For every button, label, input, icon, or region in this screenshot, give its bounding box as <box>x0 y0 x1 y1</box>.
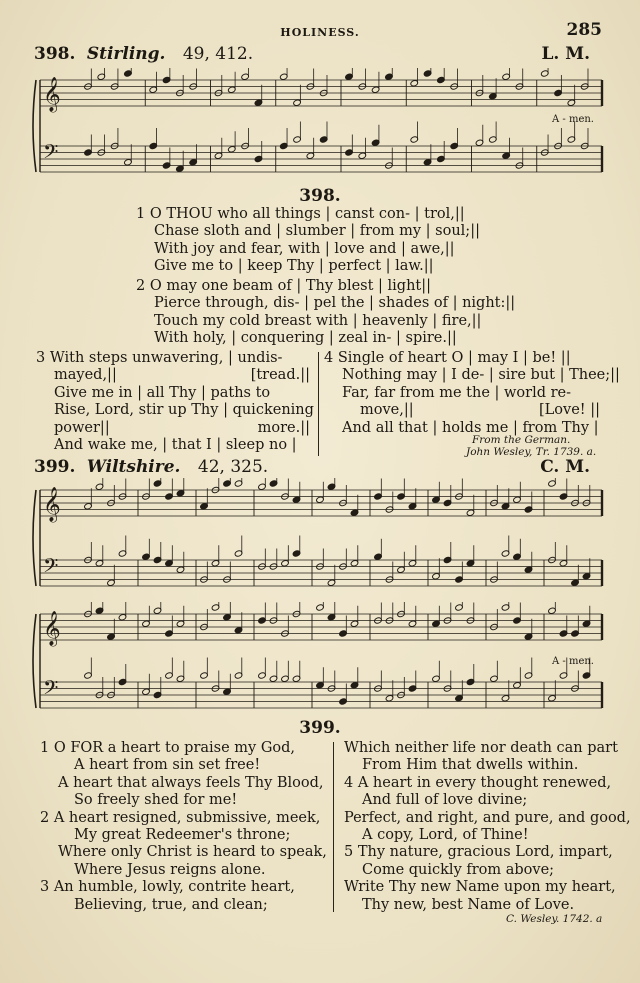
verse-line: more.|| <box>257 419 310 436</box>
verse-line: Thy new, best Name of Love. <box>362 896 575 913</box>
treble-clef: 𝄞 <box>43 487 61 522</box>
hymn-398-stanza-3 <box>36 350 314 454</box>
verse-line: Give me to | keep Thy | perfect | law.|| <box>154 258 434 275</box>
grand-staff-399-1 <box>0 478 640 600</box>
grand-staff-398 <box>0 68 640 190</box>
verse-line: Rise, Lord, stir up Thy | quickening <box>54 402 314 419</box>
verse-line: [tread.|| <box>250 367 310 384</box>
tune-398-header <box>34 44 590 68</box>
translation-credit <box>466 434 596 458</box>
verse-line: Where only Christ is heard to speak, <box>58 844 327 861</box>
tune-refs: 42, 325. <box>197 457 269 477</box>
verse-line: Give me in | all Thy | paths to <box>54 384 271 401</box>
treble-clef: 𝄞 <box>43 611 61 646</box>
amen-label: A - men. <box>552 114 594 125</box>
verse-line: power|| <box>54 419 110 436</box>
verse-line: And all that | holds me | from Thy | <box>342 419 599 436</box>
tune-number: 398. <box>34 44 76 64</box>
credit-line: John Wesley, Tr. 1739. a. <box>466 446 597 458</box>
verse-line: And wake me, | that I | sleep no | <box>54 437 297 454</box>
verse-line: 4 Single of heart O | may I | be! || <box>324 350 571 366</box>
verse-line: Touch my cold breast with | heavenly | fire,|| <box>154 312 482 329</box>
verse-line: A heart that always feels Thy Blood, <box>58 774 324 791</box>
hymn-398-stanza-1 <box>136 206 480 276</box>
credit-line: From the German. <box>472 434 571 446</box>
author-credit: C. Wesley. 1742. a <box>506 913 603 925</box>
tune-number: 399. <box>34 457 76 477</box>
hymn-399-left-column <box>40 740 330 914</box>
amen-label: A - men. <box>552 656 594 667</box>
verse-line: 2 O may one beam of | Thy blest | light|| <box>136 278 432 294</box>
verse-line: Which neither life nor death can part <box>344 740 618 756</box>
verse-line: So freely shed for me! <box>74 792 238 809</box>
music-score-398 <box>0 68 640 190</box>
verse-line: A heart from sin set free! <box>74 757 261 774</box>
bass-clef: 𝄢 <box>43 554 59 582</box>
verse-line: 2 A heart resigned, submissive, meek, <box>40 809 321 826</box>
bass-clef: 𝄢 <box>43 140 59 168</box>
system-brace <box>33 490 36 586</box>
tune-meter: C. M. <box>540 457 590 477</box>
verse-line: 1 O THOU who all things | canst con- | trol,|| <box>136 206 465 222</box>
running-head: HOLINESS. <box>280 26 360 39</box>
music-score-399-system-2 <box>0 602 640 724</box>
tune-name: Wiltshire. <box>86 457 181 477</box>
verse-line: With holy, | conquering | zeal in- | spire.|| <box>154 330 457 347</box>
verse-line: Nothing may | I de- | sire but | Thee;|| <box>342 367 620 384</box>
verse-line: A copy, Lord, of Thine! <box>362 827 529 844</box>
verse-line: Believing, true, and clean; <box>74 896 268 913</box>
verse-line: Write Thy new Name upon my heart, <box>344 879 616 896</box>
tune-meter: L. M. <box>541 44 590 64</box>
column-divider <box>318 352 319 456</box>
verse-line: 1 O FOR a heart to praise my God, <box>40 740 296 756</box>
system-brace <box>33 614 36 708</box>
verse-line: 5 Thy nature, gracious Lord, impart, <box>344 844 613 861</box>
verse-line: Perfect, and right, and pure, and good, <box>344 809 631 826</box>
verse-line: My great Redeemer's throne; <box>74 827 291 844</box>
verse-line: Come quickly from above; <box>362 861 555 878</box>
column-divider <box>333 742 334 912</box>
verse-line: From Him that dwells within. <box>362 757 579 774</box>
verse-line: Where Jesus reigns alone. <box>74 861 266 878</box>
verse-line: 3 With steps unwavering, | undis- <box>36 350 283 366</box>
tune-refs: 49, 412. <box>182 44 254 64</box>
verse-line: 4 A heart in every thought renewed, <box>344 774 612 791</box>
music-score-399-system-1 <box>0 478 640 600</box>
hymn-398-stanza-4 <box>324 350 620 437</box>
verse-line: With joy and fear, with | love and | awe,|| <box>154 240 455 257</box>
verse-line: Pierce through, dis- | pel the | shades of | night:|| <box>154 295 516 312</box>
verse-line: 3 An humble, lowly, contrite heart, <box>40 879 295 896</box>
tune-name: Stirling. <box>86 44 166 64</box>
verse-line: Far, far from me the | world re- <box>342 384 572 401</box>
page-number: 285 <box>566 20 602 40</box>
verse-line: Chase sloth and | slumber | from my | soul;|| <box>154 223 480 240</box>
system-brace <box>33 80 36 172</box>
hymn-number: 398. <box>299 186 341 206</box>
bass-clef: 𝄢 <box>43 676 59 704</box>
grand-staff-399-2 <box>0 602 640 724</box>
verse-line: move,|| <box>360 402 414 419</box>
hymn-399-right-column <box>344 740 631 914</box>
verse-line: mayed,|| <box>54 367 117 384</box>
verse-line: And full of love divine; <box>362 792 528 809</box>
hymn-number: 399. <box>299 718 341 738</box>
hymn-398-stanza-2 <box>136 278 515 348</box>
treble-clef: 𝄞 <box>43 77 61 112</box>
verse-line: [Love! || <box>539 402 600 419</box>
